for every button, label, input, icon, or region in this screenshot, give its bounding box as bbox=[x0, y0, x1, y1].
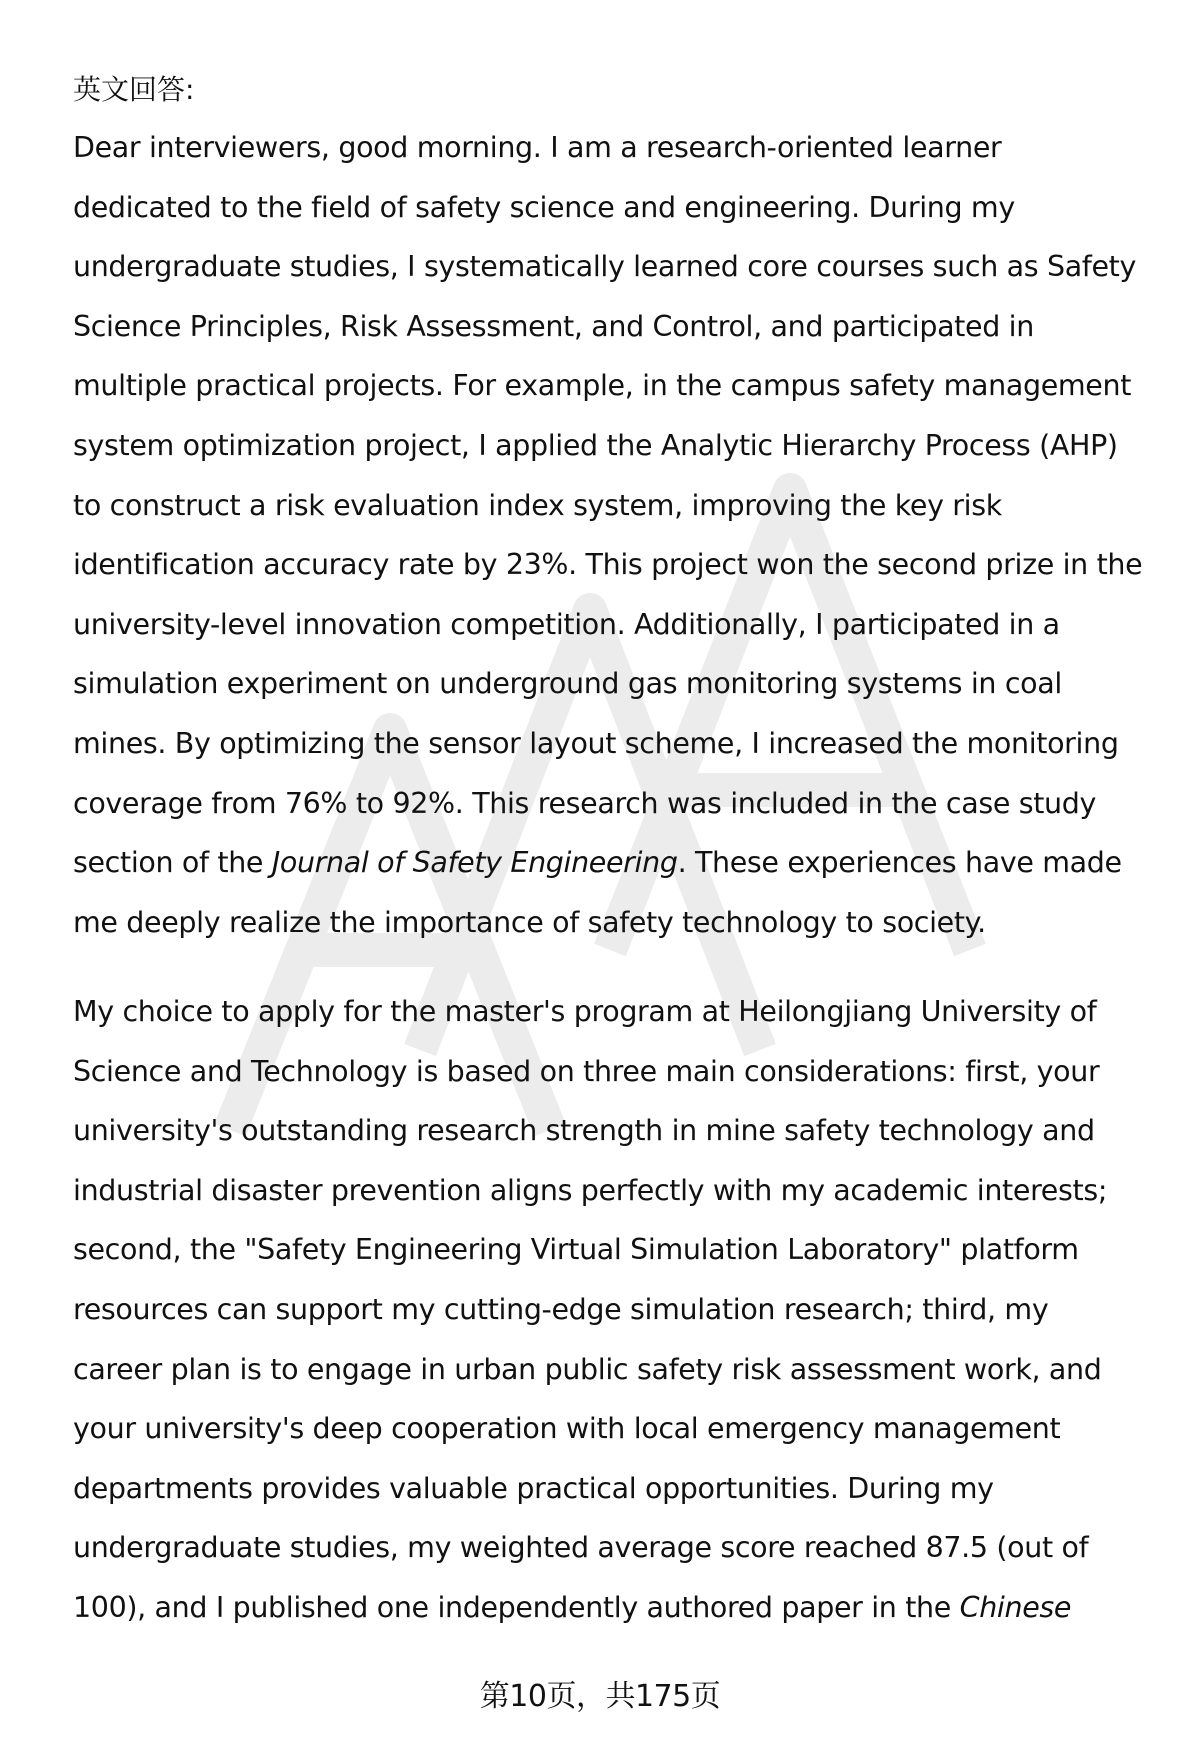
line-text: system optimization project, I applied the Analytic Hierarchy Process (AHP) bbox=[73, 428, 1118, 462]
line-text: me deeply realize the importance of safety technology to society. bbox=[73, 905, 986, 939]
text-line bbox=[73, 297, 1163, 357]
text-line bbox=[73, 416, 1163, 476]
line-text: undergraduate studies, I systematically learned core courses such as Safety bbox=[73, 250, 1137, 284]
text-line bbox=[73, 118, 1163, 178]
line-text: university-level innovation competition. Additionally, I participated in a bbox=[73, 607, 1060, 641]
text-line bbox=[73, 476, 1163, 536]
line-text: second, the "Safety Engineering Virtual Simulation Laboratory" platform bbox=[73, 1233, 1079, 1267]
line-text-tail: . These experiences have made bbox=[677, 846, 1122, 880]
text-line bbox=[73, 714, 1163, 774]
line-text: Science Principles, Risk Assessment, and Control, and participated in bbox=[73, 309, 1034, 343]
line-text: section of the bbox=[73, 846, 272, 880]
text-line bbox=[73, 356, 1163, 416]
text-line bbox=[73, 178, 1163, 238]
text-line bbox=[73, 1161, 1163, 1221]
text-line bbox=[73, 654, 1163, 714]
line-text: identification accuracy rate by 23%. This project won the second prize in the bbox=[73, 548, 1143, 582]
line-text: to construct a risk evaluation index system, improving the key risk bbox=[73, 488, 1002, 522]
text-line bbox=[73, 982, 1163, 1042]
line-text: your university's deep cooperation with local emergency management bbox=[73, 1412, 1061, 1446]
line-text: industrial disaster prevention aligns perfectly with my academic interests; bbox=[73, 1173, 1108, 1207]
text-line bbox=[73, 833, 1163, 893]
text-line bbox=[73, 535, 1163, 595]
line-text: dedicated to the field of safety science and engineering. During my bbox=[73, 190, 1015, 224]
text-line bbox=[73, 1340, 1163, 1400]
line-text: career plan is to engage in urban public safety risk assessment work, and bbox=[73, 1352, 1102, 1386]
paragraph-introduction bbox=[73, 118, 1163, 952]
text-line bbox=[73, 1101, 1163, 1161]
answer-heading: 英文回答: bbox=[73, 73, 195, 106]
page-indicator: 第10页，共175页 bbox=[479, 1679, 721, 1714]
text-line bbox=[73, 1280, 1163, 1340]
line-text: mines. By optimizing the sensor layout scheme, I increased the monitoring bbox=[73, 726, 1119, 760]
text-line bbox=[73, 774, 1163, 834]
text-line bbox=[73, 1042, 1163, 1102]
text-line bbox=[73, 893, 1163, 953]
text-line bbox=[73, 595, 1163, 655]
line-text: departments provides valuable practical opportunities. During my bbox=[73, 1471, 994, 1505]
text-line bbox=[73, 1518, 1163, 1578]
line-text: resources can support my cutting-edge simulation research; third, my bbox=[73, 1292, 1049, 1326]
italic-title: Chinese bbox=[959, 1590, 1072, 1624]
line-text: 100), and I published one independently authored paper in the bbox=[73, 1590, 960, 1624]
line-text: undergraduate studies, my weighted average score reached 87.5 (out of bbox=[73, 1531, 1089, 1565]
line-text: simulation experiment on underground gas monitoring systems in coal bbox=[73, 667, 1062, 701]
paragraph-motivation bbox=[73, 982, 1163, 1638]
text-line bbox=[73, 1459, 1163, 1519]
line-text: coverage from 76% to 92%. This research was included in the case study bbox=[73, 786, 1097, 820]
line-text: multiple practical projects. For example, in the campus safety management bbox=[73, 369, 1132, 403]
line-text: Science and Technology is based on three main considerations: first, your bbox=[73, 1054, 1100, 1088]
line-text: My choice to apply for the master's program at Heilongjiang University of bbox=[73, 995, 1097, 1028]
text-line bbox=[73, 1578, 1163, 1638]
italic-title: Journal of Safety Engineering bbox=[271, 846, 678, 880]
line-text: university's outstanding research strength in mine safety technology and bbox=[73, 1114, 1095, 1148]
text-line bbox=[73, 237, 1163, 297]
line-text: Dear interviewers, good morning. I am a research-oriented learner bbox=[73, 131, 1002, 164]
text-line bbox=[73, 1220, 1163, 1280]
text-line bbox=[73, 1399, 1163, 1459]
